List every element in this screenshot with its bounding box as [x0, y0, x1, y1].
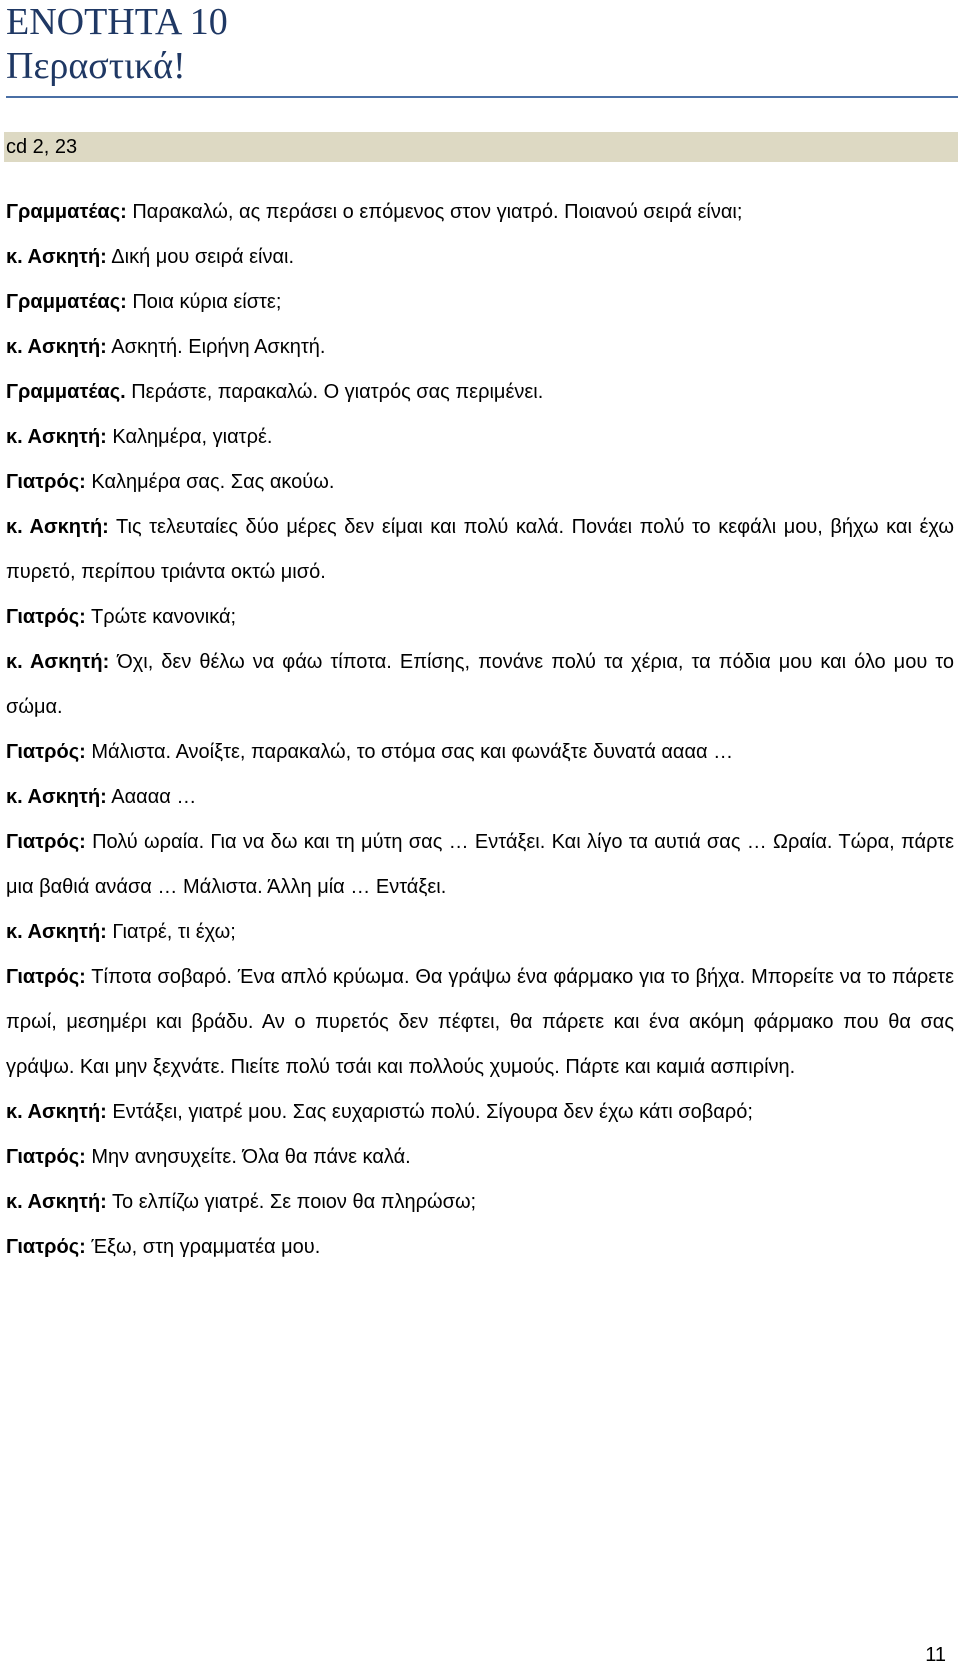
dialogue-line	[6, 730, 954, 775]
unit-title	[6, 0, 958, 88]
utterance: Τρώτε κανονικά;	[85, 606, 237, 628]
utterance: Καλημέρα σας. Σας ακούω.	[85, 471, 335, 493]
dialogue-line	[6, 955, 954, 1090]
unit-number: ΕΝΟΤΗΤΑ 10	[6, 1, 228, 43]
utterance: Πολύ ωραία. Για να δω και τη μύτη σας … Εντάξει. Και λίγο τα αυτιά σας … Ωραία. Τώρα, πάρτε μια βαθιά ανάσα … Μάλιστα. Άλλη μία … Εντάξει.	[6, 831, 954, 898]
dialogue-line	[6, 640, 954, 730]
dialogue-line	[6, 1225, 954, 1270]
utterance: Δική μου σειρά είναι.	[106, 246, 295, 268]
dialogue-line	[6, 595, 954, 640]
dialogue-line	[6, 775, 954, 820]
page-header	[6, 0, 958, 88]
utterance: Μην ανησυχείτε. Όλα θα πάνε καλά.	[85, 1146, 411, 1168]
utterance: Παρακαλώ, ας περάσει ο επόμενος στον γιατρό. Ποιανού σειρά είναι;	[126, 201, 743, 223]
title-rule	[6, 96, 958, 98]
dialogue-line	[6, 505, 954, 595]
speaker: Γιατρός:	[6, 741, 86, 763]
dialogue-line	[6, 190, 954, 235]
speaker: Γιατρός:	[6, 471, 86, 493]
utterance: Μάλιστα. Ανοίξτε, παρακαλώ, το στόμα σας και φωνάξτε δυνατά αααα …	[85, 741, 734, 763]
speaker: Γιατρός:	[6, 831, 86, 853]
utterance: Ααααα …	[106, 786, 197, 808]
utterance: Εντάξει, γιατρέ μου. Σας ευχαριστώ πολύ. Σίγουρα δεν έχω κάτι σοβαρό;	[106, 1101, 753, 1123]
utterance: Περάστε, παρακαλώ. Ο γιατρός σας περιμένει.	[125, 381, 544, 403]
audio-track-label: cd 2, 23	[4, 132, 958, 162]
dialogue-line	[6, 1090, 954, 1135]
dialogue-line	[6, 415, 954, 460]
speaker: κ. Ασκητή:	[6, 786, 107, 808]
page-number: 11	[925, 1644, 946, 1666]
speaker: Γραμματέας.	[6, 381, 126, 403]
utterance: Καλημέρα, γιατρέ.	[106, 426, 273, 448]
speaker: κ. Ασκητή:	[6, 1191, 107, 1213]
utterance: Ασκητή. Ειρήνη Ασκητή.	[106, 336, 326, 358]
utterance: Όχι, δεν θέλω να φάω τίποτα. Επίσης, πονάνε πολύ τα χέρια, τα πόδια μου και όλο μου το σώμα.	[6, 651, 954, 718]
dialogue-line	[6, 1135, 954, 1180]
utterance: Τις τελευταίες δύο μέρες δεν είμαι και πολύ καλά. Πονάει πολύ το κεφάλι μου, βήχω και έχω πυρετό, περίπου τριάντα οκτώ μισό.	[6, 516, 954, 583]
dialogue-line	[6, 325, 954, 370]
speaker: κ. Ασκητή:	[6, 1101, 107, 1123]
utterance: Γιατρέ, τι έχω;	[106, 921, 236, 943]
speaker: κ. Ασκητή:	[6, 921, 107, 943]
dialogue-line	[6, 370, 954, 415]
speaker: κ. Ασκητή:	[6, 246, 107, 268]
dialogue	[6, 190, 954, 1270]
dialogue-line	[6, 280, 954, 325]
speaker: Γιατρός:	[6, 606, 86, 628]
dialogue-line	[6, 910, 954, 955]
speaker: Γιατρός:	[6, 966, 86, 988]
utterance: Ποια κύρια είστε;	[126, 291, 282, 313]
speaker: Γραμματέας:	[6, 291, 127, 313]
utterance: Το ελπίζω γιατρέ. Σε ποιον θα πληρώσω;	[106, 1191, 477, 1213]
speaker: κ. Ασκητή:	[6, 426, 107, 448]
speaker: Γιατρός:	[6, 1146, 86, 1168]
dialogue-line	[6, 235, 954, 280]
speaker: κ. Ασκητή:	[6, 651, 110, 673]
speaker: κ. Ασκητή:	[6, 336, 107, 358]
unit-name: Περαστικά!	[6, 45, 186, 87]
dialogue-line	[6, 820, 954, 910]
utterance: Έξω, στη γραμματέα μου.	[85, 1236, 321, 1258]
dialogue-line	[6, 1180, 954, 1225]
dialogue-line	[6, 460, 954, 505]
speaker: κ. Ασκητή:	[6, 516, 109, 538]
utterance: Τίποτα σοβαρό. Ένα απλό κρύωμα. Θα γράψω ένα φάρμακο για το βήχα. Μπορείτε να το πάρετε πρωί, μεσημέρι και βράδυ. Αν ο πυρετός δεν πέφτει, θα πάρετε και ένα ακόμη φάρμακο που θα σας γράψω. Και μην ξεχνάτε. Πιείτε πολύ τσάι και πολλούς χυμούς. Πάρτε και καμιά ασπιρίνη.	[6, 966, 954, 1078]
speaker: Γραμματέας:	[6, 201, 127, 223]
speaker: Γιατρός:	[6, 1236, 86, 1258]
